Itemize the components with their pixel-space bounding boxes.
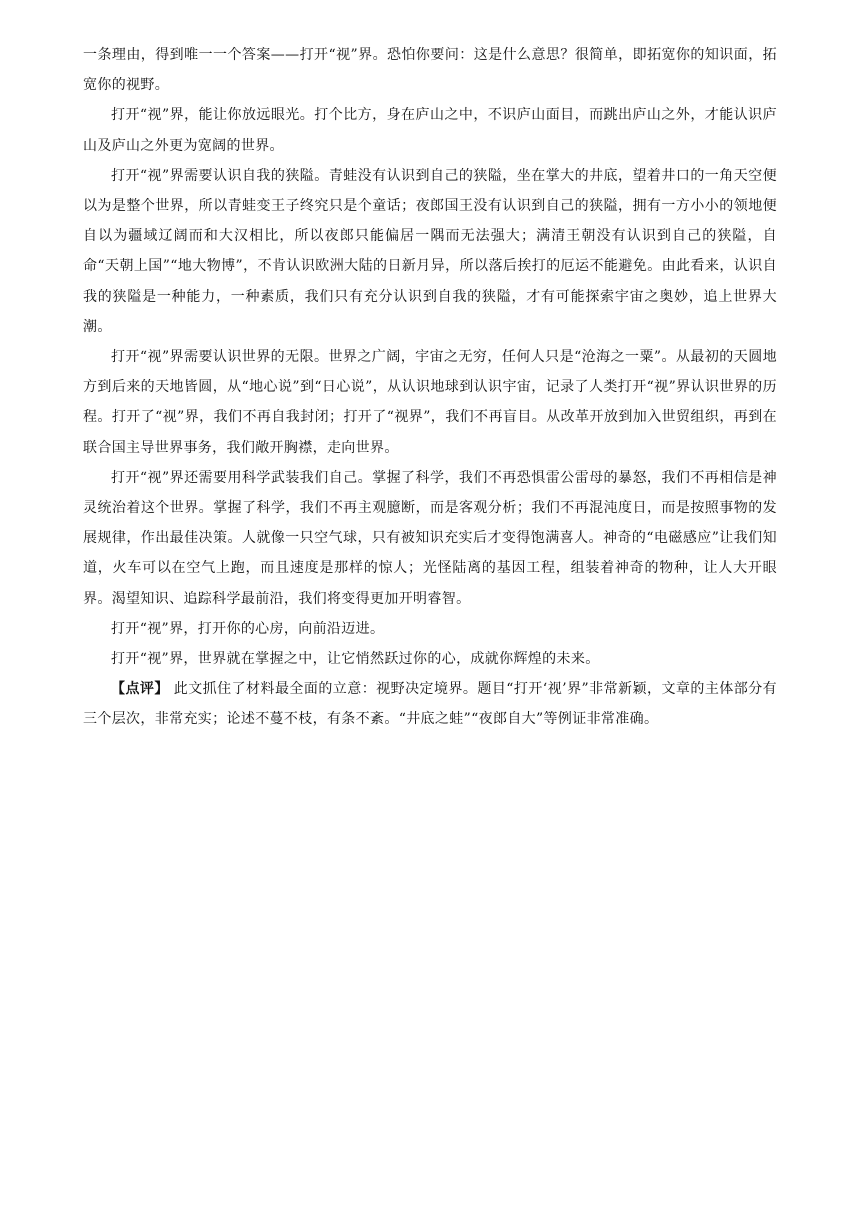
paragraph-broaden-view: 打开“视”界，能让你放远眼光。打个比方，身在庐山之中，不识庐山面目，而跳出庐山之外，才能认识庐山及庐山之外更为宽阔的世界。 bbox=[83, 107, 777, 154]
paragraph-closing: 打开“视”界，世界就在掌握之中，让它悄然跃过你的心，成就你辉煌的未来。 bbox=[111, 651, 600, 668]
commentary-text: 此文抓住了材料最全面的立意：视野决定境界。题目“打开‘视’界”非常新颖，文章的主体部分有三个层次，非常充实；论述不蔓不枝，有条不紊。“井底之蛙”“夜郎自大”等例证非常准确。 bbox=[83, 681, 777, 728]
paragraph-open-heart: 打开“视”界，打开你的心房，向前沿迈进。 bbox=[111, 620, 385, 637]
commentary-label: 【点评】 bbox=[111, 681, 169, 698]
paragraph-science: 打开“视”界还需要用科学武装我们自己。掌握了科学，我们不再恐惧雷公雷母的暴怒，我们不再相信是神灵统治着这个世界。掌握了科学，我们不再主观臆断，而是客观分析；我们不再混沌度日，而是按照事物的发展规律，作出最佳决策。人就像一只空气球，只有被知识充实后才变得饱满喜人。神奇的“电磁感应”让我们知道，火车可以在空气上跑，而且速度是那样的惊人；光怪陆离的基因工程，组装着神奇的物种，让人大开眼界。渴望知识、追踪科学最前沿，我们将变得更加开明睿智。 bbox=[83, 469, 777, 607]
paragraph-opening: 一条理由，得到唯一一个答案——打开“视”界。恐怕你要问：这是什么意思？很简单，即拓宽你的知识面，拓宽你的视野。 bbox=[83, 47, 777, 94]
essay-body bbox=[83, 40, 777, 735]
commentary-paragraph bbox=[83, 674, 777, 734]
paragraph-self-limitation: 打开“视”界需要认识自我的狭隘。青蛙没有认识到自己的狭隘，坐在掌大的井底，望着井口的一角天空便以为是整个世界，所以青蛙变王子终究只是个童话；夜郎国王没有认识到自己的狭隘，拥有一方小小的领地便自以为疆域辽阔而和大汉相比，所以夜郎只能偏居一隅而无法强大；满清王朝没有认识到自己的狭隘，自命“天朝上国”“地大物博”，不肯认识欧洲大陆的日新月异，所以落后挨打的厄运不能避免。由此看来，认识自我的狭隘是一种能力，一种素质，我们只有充分认识到自我的狭隘，才有可能探索宇宙之奥妙，追上世界大潮。 bbox=[83, 167, 777, 335]
paragraph-infinite-world: 打开“视”界需要认识世界的无限。世界之广阔，宇宙之无穷，任何人只是“沧海之一粟”。从最初的天圆地方到后来的天地皆圆，从“地心说”到“日心说”，从认识地球到认识宇宙，记录了人类打开“视”界认识世界的历程。打开了“视”界，我们不再自我封闭；打开了“视界”，我们不再盲目。从改革开放到加入世贸组织，再到在联合国主导世界事务，我们敞开胸襟，走向世界。 bbox=[83, 349, 777, 456]
